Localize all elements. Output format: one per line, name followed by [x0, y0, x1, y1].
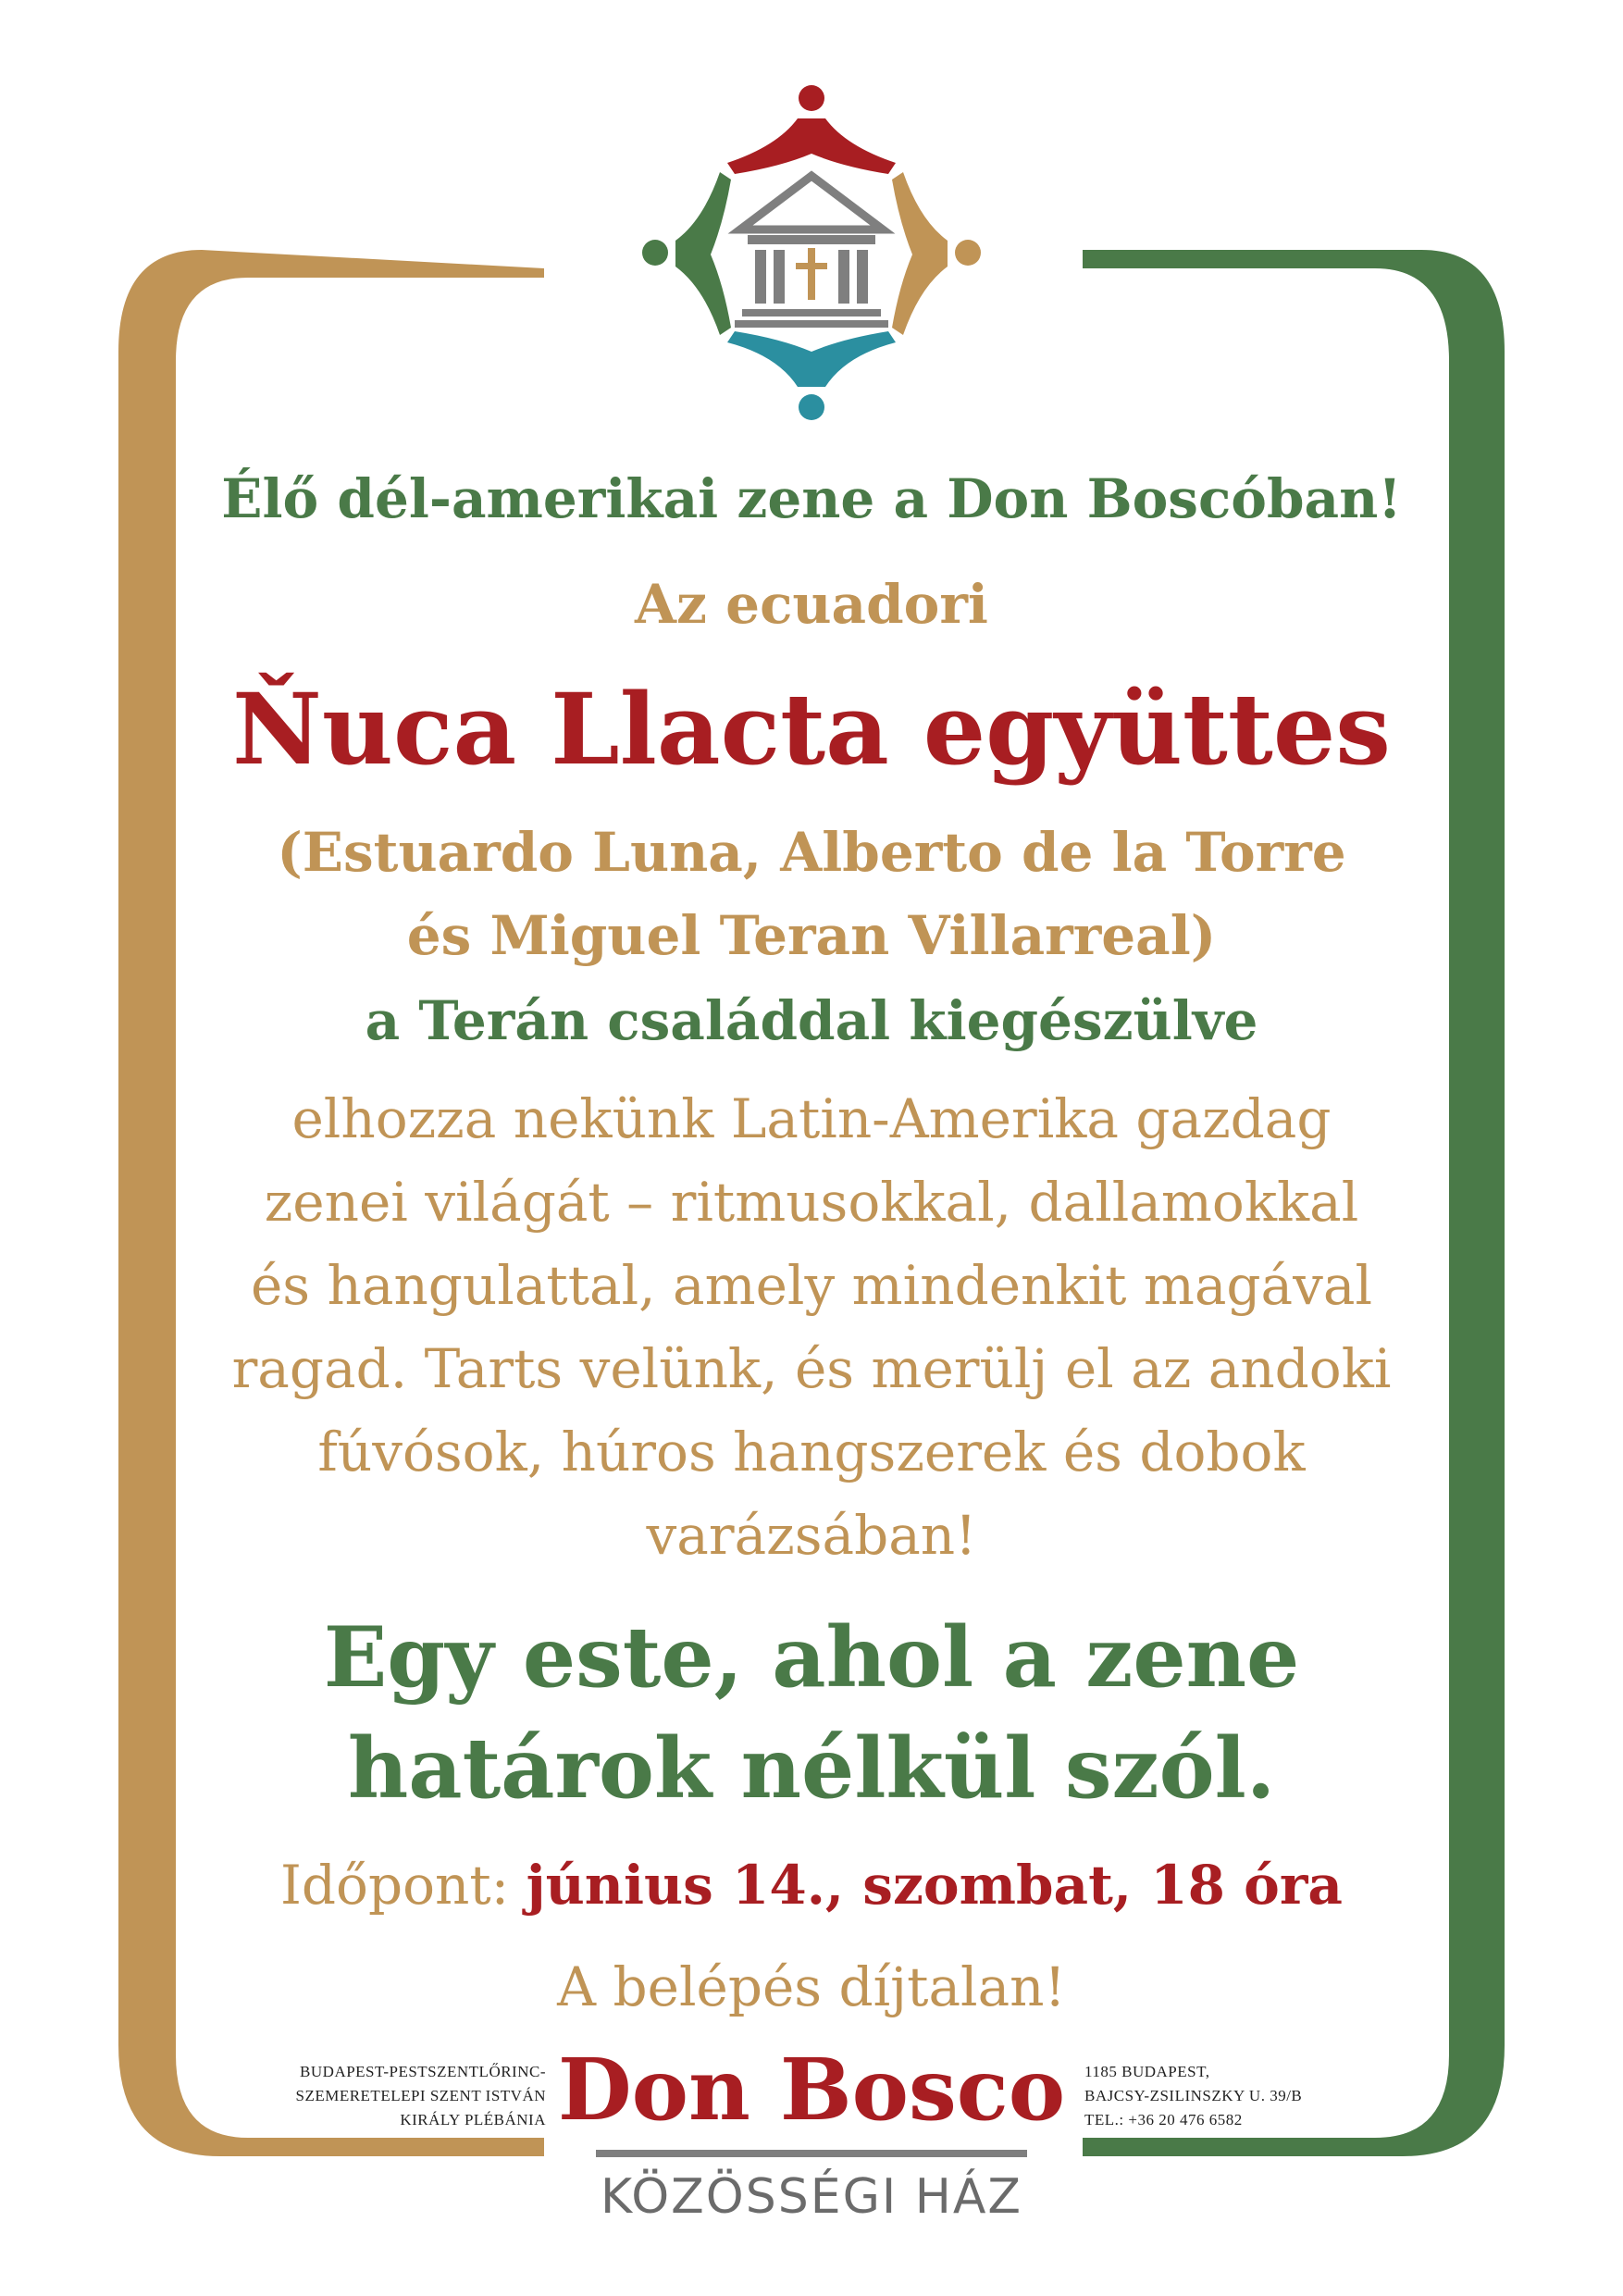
parish-line-3: KIRÁLY PLÉBÁNIA	[400, 2111, 546, 2128]
parish-line-1: BUDAPEST-PESTSZENTLŐRINC-	[300, 2063, 546, 2080]
parish-line-2: SZEMERETELEPI SZENT ISTVÁN	[295, 2087, 546, 2104]
brand-subtitle: KÖZÖSSÉGI HÁZ	[600, 2169, 1023, 2225]
brand-divider	[596, 2150, 1027, 2157]
slogan-line-1: Egy este, ahol a zene	[323, 1608, 1300, 1706]
time-value: június 14., szombat, 18 óra	[526, 1854, 1343, 1917]
time-label: Időpont:	[279, 1854, 510, 1917]
intro-text: Az ecuadori	[635, 573, 988, 636]
address-line-1: 1185 BUDAPEST,	[1084, 2063, 1210, 2080]
address-line-2: BAJCSY-ZSILINSZKY U. 39/B	[1084, 2087, 1303, 2104]
church-community-logo-icon	[638, 81, 985, 433]
brand-logo-text: Don Bosco	[557, 2040, 1066, 2140]
family-note: a Terán családdal kiegészülve	[365, 989, 1258, 1052]
event-time	[0, 1856, 1623, 1916]
headline: Élő dél-amerikai zene a Don Boscóban!	[221, 467, 1402, 530]
parish-name	[157, 2060, 546, 2132]
members-line-2: és Miguel Teran Villarreal)	[406, 904, 1217, 967]
slogan-line-2: határok nélkül szól.	[347, 1719, 1276, 1818]
description-line-6: varázsában!	[646, 1504, 977, 1567]
entry-note: A belépés díjtalan!	[557, 1955, 1066, 2018]
description-line-5: fúvósok, húros hangszerek és dobok	[317, 1421, 1306, 1483]
description-line-3: és hangulattal, amely mindenkit magával	[250, 1254, 1373, 1317]
band-name: Ňuca Llacta együttes	[232, 671, 1391, 787]
members-line-1: (Estuardo Luna, Alberto de la Torre	[277, 821, 1346, 884]
description-line-4: ragad. Tarts velünk, és merülj el az andoki	[231, 1337, 1392, 1400]
description-line-1: elhozza nekünk Latin-Amerika gazdag	[291, 1087, 1332, 1150]
description-line-2: zenei világát – ritmusokkal, dallamokkal	[264, 1171, 1359, 1234]
phone-line: TEL.: +36 20 476 6582	[1084, 2111, 1243, 2128]
contact-info	[1084, 2060, 1362, 2132]
